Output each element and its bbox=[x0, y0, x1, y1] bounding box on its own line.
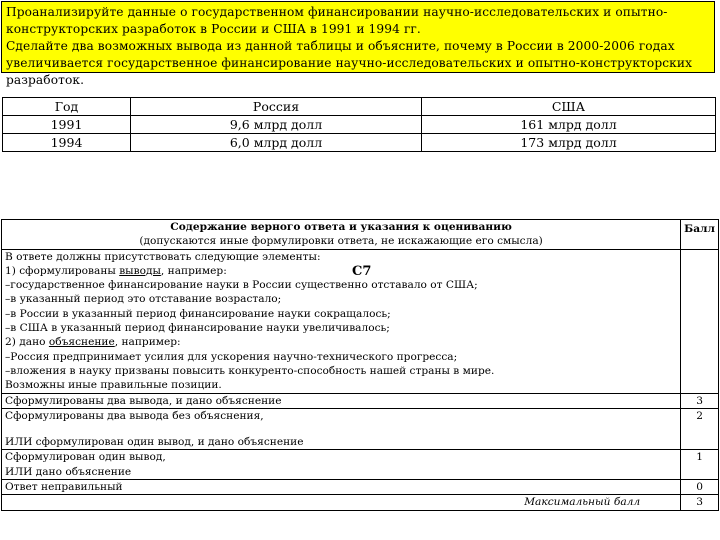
item-2-prefix: 2) дано bbox=[5, 336, 49, 349]
score-header: Балл bbox=[681, 220, 719, 250]
criterion-2-line-1: Сформулированы два вывода без объяснения, bbox=[5, 409, 264, 422]
item-1-word: выводы bbox=[119, 264, 161, 277]
intro-text: В ответе должны присутствовать следующие элементы: bbox=[5, 250, 321, 263]
grading-subtitle: (допускаются иные формулировки ответа, не искажающие его смысла) bbox=[139, 235, 543, 248]
content-score bbox=[681, 249, 719, 393]
grading-table bbox=[1, 219, 719, 511]
score-row-0 bbox=[2, 480, 719, 495]
conclusion-1: –государственное финансирование науки в России существенно отставало от США; bbox=[5, 279, 478, 292]
score-row-1 bbox=[2, 450, 719, 480]
score-row-3 bbox=[2, 393, 719, 408]
item-2-word: объяснение bbox=[48, 336, 115, 349]
criterion-0: Ответ неправильный bbox=[2, 480, 681, 495]
item-2 bbox=[5, 335, 677, 349]
criterion-1-line-1: Сформулирован один вывод, bbox=[5, 451, 166, 464]
score-1: 1 bbox=[681, 450, 719, 480]
max-score-row bbox=[2, 495, 719, 510]
cell-year: 1994 bbox=[3, 134, 131, 152]
cell-year: 1991 bbox=[3, 116, 131, 134]
item-2-suffix: , например: bbox=[114, 336, 181, 349]
task-statement bbox=[1, 1, 715, 87]
answer-content bbox=[2, 249, 681, 393]
score-0: 0 bbox=[681, 480, 719, 495]
task-line-2: Сделайте два возможных вывода из данной таблицы и объясните, почему в России в 2000-2006 годах увеличивается государственное финансирование научно-исследовательских и опытно-конструкторских разработок. bbox=[6, 39, 693, 87]
table-row bbox=[3, 134, 716, 152]
criterion-2 bbox=[2, 408, 681, 450]
cell-russia: 9,6 млрд долл bbox=[131, 116, 422, 134]
header-year: Год bbox=[3, 98, 131, 116]
criterion-2-line-2: ИЛИ сформулирован один вывод, и дано объяснение bbox=[5, 436, 304, 449]
criterion-3: Сформулированы два вывода, и дано объяснение bbox=[2, 393, 681, 408]
task-line-1: Проанализируйте данные о государственном финансировании научно-исследовательских и опытно-конструкторских разработок в России и США в 1991 и 1994 гг. bbox=[6, 5, 668, 36]
cell-usa: 161 млрд долл bbox=[422, 116, 716, 134]
explanation-1: –Россия предпринимает усилия для ускорения научно-технического прогресса; bbox=[5, 350, 458, 363]
grading-header-row bbox=[2, 220, 719, 250]
score-2: 2 bbox=[681, 408, 719, 450]
grading-header bbox=[2, 220, 681, 250]
header-usa: США bbox=[422, 98, 716, 116]
other-positions: Возможны иные правильные позиции. bbox=[5, 379, 222, 392]
item-1-prefix: 1) сформулированы bbox=[5, 264, 120, 277]
criterion-1 bbox=[2, 450, 681, 480]
conclusion-3: –в России в указанный период финансирование науки сокращалось; bbox=[5, 307, 391, 320]
conclusion-2: –в указанный период это отставание возрастало; bbox=[5, 293, 282, 306]
table-header-row bbox=[3, 98, 716, 116]
max-score-value: 3 bbox=[681, 495, 719, 510]
grading-title: Содержание верного ответа и указания к оцениванию bbox=[170, 221, 512, 233]
financing-table bbox=[2, 97, 716, 152]
item-1-suffix: , например: bbox=[160, 264, 227, 277]
header-russia: Россия bbox=[131, 98, 422, 116]
explanation-2: –вложения в науку призваны повысить конкуренто-способность нашей страны в мире. bbox=[5, 364, 495, 377]
conclusion-4: –в США в указанный период финансирование науки увеличивалось; bbox=[5, 322, 390, 335]
table-row bbox=[3, 116, 716, 134]
task-number-label: С7 bbox=[352, 264, 372, 279]
criterion-1-line-2: ИЛИ дано объяснение bbox=[5, 465, 132, 478]
score-row-2 bbox=[2, 408, 719, 450]
cell-usa: 173 млрд долл bbox=[422, 134, 716, 152]
score-3: 3 bbox=[681, 393, 719, 408]
item-1 bbox=[5, 264, 677, 278]
max-score-label: Максимальный балл bbox=[2, 495, 681, 510]
cell-russia: 6,0 млрд долл bbox=[131, 134, 422, 152]
